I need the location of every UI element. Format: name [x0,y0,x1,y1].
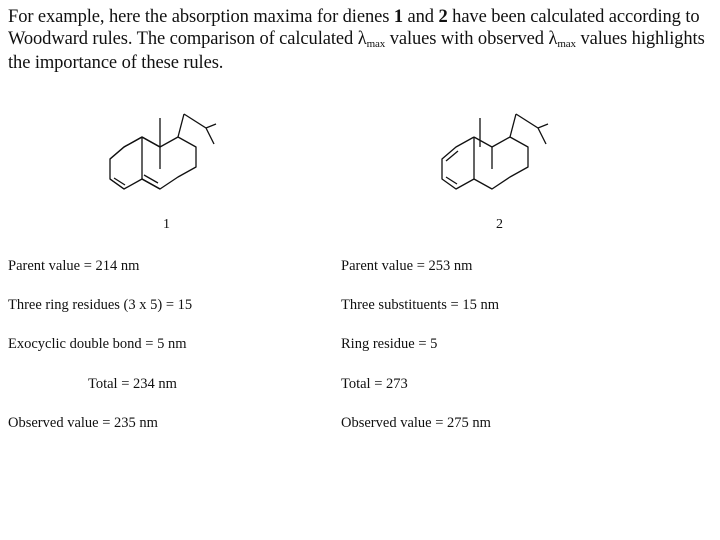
max-subscript: max [557,38,576,50]
intro-text: and [403,7,439,27]
intro-text: Woodward rules. The comparison of calculated [8,29,358,49]
lambda-symbol: λ [357,29,367,49]
intro-text: values highlights [575,29,705,49]
diene-2-drawing [432,100,562,200]
compound-ref-2: 2 [438,7,448,27]
intro-text: have been calculated according to [447,7,700,27]
compound-2-label: 2 [496,217,503,232]
total-2: Total = 273 [341,376,408,392]
total-1: Total = 234 nm [88,376,177,392]
max-subscript: max [366,38,386,50]
intro-line-3: the importance of these rules. [8,53,224,73]
ring-residues-1: Three ring residues (3 x 5) = 15 [8,297,193,313]
diene-1-drawing [100,100,230,200]
compound-1-label: 1 [163,217,170,232]
compound-ref-1: 1 [393,7,404,27]
intro-paragraph [8,6,716,74]
ring-residue-2: Ring residue = 5 [341,336,438,352]
compound-1-structure [100,100,230,200]
substituents-2: Three substituents = 15 nm [341,297,499,313]
intro-text: values with observed [385,29,549,49]
observed-value-2: Observed value = 275 nm [341,415,491,431]
parent-value-2: Parent value = 253 nm [341,258,473,274]
parent-value-1: Parent value = 214 nm [8,258,140,274]
observed-value-1: Observed value = 235 nm [8,415,158,431]
intro-text: For example, here the absorption maxima for dienes [8,7,394,27]
lambda-symbol: λ [548,29,558,49]
exocyclic-bond-1: Exocyclic double bond = 5 nm [8,336,187,352]
compound-2-structure [432,100,562,200]
intro-line-2 [8,28,716,52]
intro-line-1 [8,6,716,28]
